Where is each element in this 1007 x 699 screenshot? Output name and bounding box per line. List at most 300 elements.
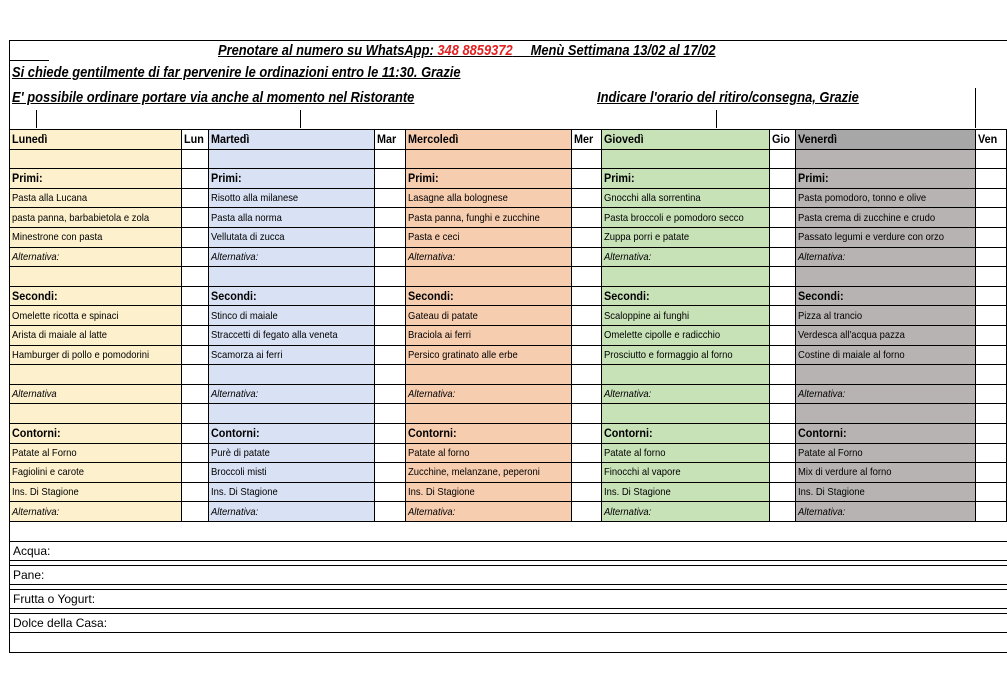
order-quantity-cell[interactable]	[181, 443, 208, 463]
order-quantity-cell[interactable]	[976, 306, 1007, 326]
order-quantity-cell	[770, 286, 796, 306]
course-heading	[796, 169, 976, 189]
order-quantity-cell[interactable]	[374, 208, 406, 228]
order-quantity-cell[interactable]	[572, 502, 602, 522]
dish-label: Secondi:	[12, 289, 58, 304]
blank-cell	[208, 365, 374, 385]
dish-cell	[796, 345, 976, 365]
order-quantity-cell[interactable]	[181, 227, 208, 247]
order-quantity-cell[interactable]	[976, 188, 1007, 208]
course-heading	[208, 169, 374, 189]
whatsapp-prompt: Prenotare al numero su WhatsApp:	[218, 42, 438, 59]
dish-cell	[10, 345, 182, 365]
order-quantity-cell[interactable]	[572, 208, 602, 228]
blank-cell	[796, 365, 976, 385]
dish-cell	[602, 188, 770, 208]
dish-cell	[406, 188, 572, 208]
dish-cell	[406, 306, 572, 326]
menu-row-item	[10, 463, 1007, 483]
menu-week-title: Menù Settimana 13/02 al 17/02	[530, 42, 716, 59]
dish-label: Alternativa:	[408, 505, 456, 518]
grid-tick	[716, 110, 717, 128]
order-quantity-cell	[572, 423, 602, 443]
order-quantity-cell[interactable]	[572, 482, 602, 502]
day-abbr-mer	[572, 130, 602, 150]
dish-label: Pasta e ceci	[408, 231, 460, 244]
dish-cell	[796, 227, 976, 247]
order-quantity-cell[interactable]	[374, 482, 406, 502]
order-quantity-cell[interactable]	[572, 247, 602, 267]
dish-cell	[208, 227, 374, 247]
day-abbr-label: Mer	[574, 132, 594, 147]
order-quantity-cell	[770, 149, 796, 169]
order-quantity-cell	[374, 404, 406, 424]
dish-label: Arista di maiale al latte	[12, 329, 108, 342]
order-quantity-cell[interactable]	[181, 247, 208, 267]
course-heading	[406, 286, 572, 306]
dish-label: Fagiolini e carote	[12, 466, 84, 479]
order-quantity-cell	[572, 286, 602, 306]
dish-label: Pasta alla norma	[210, 211, 282, 224]
dish-cell	[208, 188, 374, 208]
alternative-cell	[406, 384, 572, 404]
dish-label: Primi:	[12, 171, 43, 186]
dish-cell	[208, 208, 374, 228]
grid-tick	[36, 110, 37, 128]
order-quantity-cell	[181, 267, 208, 287]
alternative-cell	[796, 502, 976, 522]
course-heading	[10, 286, 182, 306]
dish-label: Patate al Forno	[12, 446, 77, 459]
extra-item-cell[interactable]	[10, 566, 1007, 585]
order-quantity-cell[interactable]	[572, 325, 602, 345]
dish-cell	[406, 443, 572, 463]
weekly-menu-table	[9, 129, 1007, 522]
dish-cell	[208, 463, 374, 483]
dish-label: Primi:	[798, 171, 829, 186]
alternative-cell	[208, 247, 374, 267]
dish-label: Secondi:	[408, 289, 455, 304]
order-quantity-cell[interactable]	[181, 306, 208, 326]
order-quantity-cell[interactable]	[374, 188, 406, 208]
dish-label: Pizza al trancio	[798, 309, 863, 322]
dish-cell	[10, 188, 182, 208]
order-quantity-cell	[770, 365, 796, 385]
menu-row-item	[10, 482, 1007, 502]
dish-label: Primi:	[604, 171, 635, 186]
blank-cell	[796, 149, 976, 169]
order-quantity-cell[interactable]	[374, 384, 406, 404]
order-quantity-cell	[181, 404, 208, 424]
order-quantity-cell[interactable]	[976, 208, 1007, 228]
order-quantity-cell	[572, 149, 602, 169]
blank-cell	[602, 404, 770, 424]
dish-label: Patate al forno	[604, 446, 666, 459]
menu-row-blank	[10, 404, 1007, 424]
dish-cell	[602, 463, 770, 483]
dish-cell	[406, 345, 572, 365]
blank-cell	[406, 404, 572, 424]
day-name-mer	[406, 130, 572, 150]
dish-cell	[796, 306, 976, 326]
course-heading	[796, 286, 976, 306]
blank-cell	[796, 404, 976, 424]
order-quantity-cell	[572, 365, 602, 385]
blank-cell	[208, 149, 374, 169]
day-abbr-lun	[181, 130, 208, 150]
extra-item-cell[interactable]	[10, 590, 1007, 609]
dish-label: Alternativa	[12, 388, 57, 401]
extra-item-cell[interactable]	[10, 542, 1007, 561]
dish-label: Ins. Di Stagione	[12, 485, 79, 498]
day-name-mar	[208, 130, 374, 150]
order-quantity-cell[interactable]	[976, 482, 1007, 502]
grid-tick	[300, 110, 301, 128]
order-quantity-cell[interactable]	[572, 227, 602, 247]
dish-label: Alternativa:	[798, 388, 846, 401]
extra-item-cell[interactable]	[10, 614, 1007, 633]
dish-label: Primi:	[408, 171, 440, 186]
extra-item-label: Frutta o Yogurt:	[13, 592, 96, 606]
order-quantity-cell[interactable]	[374, 502, 406, 522]
course-heading	[208, 286, 374, 306]
dish-cell	[10, 443, 182, 463]
dish-label: pasta panna, barbabietola e zola	[12, 211, 150, 224]
order-quantity-cell[interactable]	[976, 384, 1007, 404]
pickup-time-note: Indicare l'orario del ritiro/consegna, Grazie	[597, 89, 859, 106]
menu-row-item	[10, 188, 1007, 208]
order-quantity-cell	[374, 423, 406, 443]
order-quantity-cell[interactable]	[770, 188, 796, 208]
course-heading	[208, 423, 374, 443]
order-quantity-cell[interactable]	[976, 227, 1007, 247]
order-quantity-cell	[374, 149, 406, 169]
order-quantity-cell[interactable]	[770, 306, 796, 326]
dish-label: Gnocchi alla sorrentina	[604, 192, 701, 205]
extras-row	[10, 566, 1007, 585]
order-quantity-cell[interactable]	[770, 325, 796, 345]
course-heading	[10, 169, 182, 189]
dish-label: Gateau di patate	[408, 309, 479, 322]
dish-cell	[602, 208, 770, 228]
order-quantity-cell[interactable]	[976, 325, 1007, 345]
dish-cell	[796, 208, 976, 228]
dish-label: Contorni:	[408, 426, 458, 441]
blank-cell	[796, 267, 976, 287]
dish-label: Braciola ai ferri	[408, 329, 472, 342]
order-quantity-cell[interactable]	[572, 463, 602, 483]
dish-label: Scaloppine ai funghi	[604, 309, 690, 322]
order-quantity-cell	[181, 286, 208, 306]
dish-label: Contorni:	[12, 426, 61, 441]
order-quantity-cell[interactable]	[374, 443, 406, 463]
day-abbr-label: Mar	[376, 132, 396, 147]
menu-row-item	[10, 227, 1007, 247]
dish-label: Passato legumi e verdure con orzo	[798, 231, 945, 244]
dish-label: Contorni:	[210, 426, 260, 441]
order-quantity-cell[interactable]	[770, 384, 796, 404]
menu-row-item	[10, 345, 1007, 365]
dish-label: Ins. Di Stagione	[210, 485, 278, 498]
order-quantity-cell	[976, 404, 1007, 424]
blank-cell	[10, 404, 182, 424]
menu-row-blank	[10, 149, 1007, 169]
alternative-cell	[406, 502, 572, 522]
dish-label: Primi:	[210, 171, 242, 186]
dish-label: Alternativa:	[12, 505, 60, 518]
dish-cell	[602, 325, 770, 345]
extra-item-label: Acqua:	[13, 544, 51, 558]
day-abbr-mar	[374, 130, 406, 150]
day-name-gio	[602, 130, 770, 150]
menu-row-alt	[10, 247, 1007, 267]
alternative-cell	[796, 247, 976, 267]
dish-label: Finocchi al vapore	[604, 466, 681, 479]
dish-label: Verdesca all'acqua pazza	[798, 329, 906, 342]
dish-label: Pasta panna, funghi e zucchine	[408, 211, 541, 224]
order-quantity-cell[interactable]	[770, 227, 796, 247]
alternative-cell	[10, 247, 182, 267]
extras-row	[10, 590, 1007, 609]
order-quantity-cell	[181, 169, 208, 189]
course-heading	[10, 423, 182, 443]
dish-cell	[602, 482, 770, 502]
order-quantity-cell[interactable]	[770, 443, 796, 463]
dish-label: Secondi:	[210, 289, 257, 304]
dish-cell	[602, 227, 770, 247]
day-name-label: Mercoledì	[408, 132, 459, 147]
extra-item-label: Pane:	[13, 568, 45, 582]
dish-cell	[796, 463, 976, 483]
order-quantity-cell[interactable]	[181, 325, 208, 345]
menu-row-alt	[10, 502, 1007, 522]
order-quantity-cell[interactable]	[374, 463, 406, 483]
order-quantity-cell	[770, 267, 796, 287]
alternative-cell	[406, 247, 572, 267]
dish-label: Broccoli misti	[210, 466, 267, 479]
order-quantity-cell[interactable]	[374, 306, 406, 326]
dish-label: Lasagne alla bolognese	[408, 192, 509, 205]
alternative-cell	[208, 384, 374, 404]
dish-label: Secondi:	[798, 289, 844, 304]
order-quantity-cell[interactable]	[976, 247, 1007, 267]
blank-cell	[602, 267, 770, 287]
order-quantity-cell[interactable]	[770, 208, 796, 228]
dish-label: Hamburger di pollo e pomodorini	[12, 348, 150, 361]
order-quantity-cell[interactable]	[181, 463, 208, 483]
menu-row-blank	[10, 365, 1007, 385]
blank-cell	[10, 149, 182, 169]
blank-cell	[602, 365, 770, 385]
menu-row-alt	[10, 384, 1007, 404]
order-deadline-note: Si chiede gentilmente di far pervenire le ordinazioni entro le 11:30. Grazie	[12, 64, 461, 81]
alternative-cell	[10, 502, 182, 522]
menu-row-item	[10, 208, 1007, 228]
order-quantity-cell	[374, 365, 406, 385]
dish-label: Alternativa:	[604, 250, 652, 263]
course-heading	[406, 423, 572, 443]
extras-table	[9, 537, 1007, 633]
dish-label: Alternativa:	[408, 388, 456, 401]
order-quantity-cell[interactable]	[181, 188, 208, 208]
dish-cell	[10, 482, 182, 502]
course-heading	[602, 286, 770, 306]
menu-row-item	[10, 306, 1007, 326]
dish-label: Pasta crema di zucchine e crudo	[798, 211, 936, 224]
day-name-ven	[796, 130, 976, 150]
day-name-label: Venerdì	[798, 132, 838, 147]
order-quantity-cell[interactable]	[770, 345, 796, 365]
order-quantity-cell	[374, 169, 406, 189]
day-abbr-gio	[770, 130, 796, 150]
dish-label: Alternativa:	[210, 250, 259, 263]
dish-label: Contorni:	[604, 426, 653, 441]
menu-row-cat	[10, 286, 1007, 306]
dish-label: Stinco di maiale	[210, 309, 278, 322]
day-abbr-label: Lun	[183, 132, 204, 147]
dish-cell	[208, 345, 374, 365]
dish-label: Vellutata di zucca	[210, 231, 285, 244]
day-abbr-ven	[976, 130, 1007, 150]
day-name-label: Lunedì	[12, 132, 48, 147]
order-quantity-cell	[181, 365, 208, 385]
dish-label: Patate al forno	[408, 446, 470, 459]
order-quantity-cell	[572, 267, 602, 287]
order-quantity-cell[interactable]	[374, 227, 406, 247]
dish-label: Pasta alla Lucana	[12, 192, 88, 205]
blank-cell	[208, 404, 374, 424]
order-quantity-cell	[976, 286, 1007, 306]
blank-cell	[406, 267, 572, 287]
header-rule	[9, 60, 49, 61]
order-quantity-cell	[770, 404, 796, 424]
order-quantity-cell[interactable]	[770, 247, 796, 267]
order-quantity-cell[interactable]	[374, 247, 406, 267]
dish-label: Ins. Di Stagione	[798, 485, 865, 498]
dish-label: Secondi:	[604, 289, 650, 304]
dish-label: Costine di maiale al forno	[798, 348, 905, 361]
order-quantity-cell	[976, 267, 1007, 287]
order-quantity-cell[interactable]	[572, 345, 602, 365]
day-name-label: Martedì	[210, 132, 250, 147]
order-quantity-cell[interactable]	[181, 345, 208, 365]
extra-item-label: Dolce della Casa:	[13, 616, 108, 630]
order-quantity-cell	[572, 169, 602, 189]
dish-cell	[208, 443, 374, 463]
dish-label: Omelette ricotta e spinaci	[12, 309, 119, 322]
dish-label: Alternativa:	[604, 388, 652, 401]
order-quantity-cell	[976, 423, 1007, 443]
dish-label: Minestrone con pasta	[12, 231, 103, 244]
whatsapp-phone-number[interactable]: 348 8859372	[437, 42, 513, 59]
order-quantity-cell	[770, 169, 796, 189]
order-quantity-cell[interactable]	[572, 306, 602, 326]
blank-cell	[10, 365, 182, 385]
alternative-cell	[796, 384, 976, 404]
order-quantity-cell[interactable]	[976, 443, 1007, 463]
dish-cell	[602, 443, 770, 463]
dish-label: Mix di verdure al forno	[798, 466, 892, 479]
menu-row-item	[10, 443, 1007, 463]
dish-label: Alternativa:	[408, 250, 456, 263]
order-quantity-cell[interactable]	[976, 463, 1007, 483]
blank-cell	[208, 267, 374, 287]
blank-cell	[10, 267, 182, 287]
order-quantity-cell[interactable]	[770, 502, 796, 522]
dish-cell	[10, 463, 182, 483]
dish-label: Contorni:	[798, 426, 847, 441]
order-quantity-cell[interactable]	[572, 188, 602, 208]
header-line-1	[218, 41, 716, 61]
dish-cell	[602, 345, 770, 365]
day-abbr-label: Ven	[978, 132, 998, 147]
day-name-lun	[10, 130, 182, 150]
menu-row-item	[10, 325, 1007, 345]
order-quantity-cell	[770, 423, 796, 443]
dish-cell	[208, 482, 374, 502]
dish-label: Omelette cipolle e radicchio	[604, 329, 721, 342]
dish-label: Scamorza ai ferri	[210, 348, 283, 361]
dish-label: Zuppa porri e patate	[604, 231, 690, 244]
course-heading	[406, 169, 572, 189]
dish-label: Alternativa:	[210, 505, 259, 518]
dish-cell	[208, 306, 374, 326]
order-quantity-cell[interactable]	[374, 345, 406, 365]
alternative-cell	[602, 384, 770, 404]
alternative-cell	[10, 384, 182, 404]
order-quantity-cell	[572, 404, 602, 424]
order-quantity-cell[interactable]	[181, 502, 208, 522]
order-quantity-cell[interactable]	[181, 208, 208, 228]
order-quantity-cell[interactable]	[181, 384, 208, 404]
order-quantity-cell	[976, 365, 1007, 385]
dish-label: Prosciutto e formaggio al forno	[604, 348, 733, 361]
dish-label: Alternativa:	[604, 505, 652, 518]
dish-cell	[208, 325, 374, 345]
extras-row	[10, 542, 1007, 561]
dish-cell	[602, 306, 770, 326]
order-quantity-cell[interactable]	[976, 345, 1007, 365]
course-heading	[796, 423, 976, 443]
order-quantity-cell	[181, 423, 208, 443]
order-quantity-cell[interactable]	[572, 384, 602, 404]
blank-cell	[602, 149, 770, 169]
day-name-label: Giovedì	[604, 132, 644, 147]
dish-cell	[406, 482, 572, 502]
menu-row-cat	[10, 423, 1007, 443]
order-quantity-cell[interactable]	[572, 443, 602, 463]
order-quantity-cell[interactable]	[181, 482, 208, 502]
dish-label: Persico gratinato alle erbe	[408, 348, 519, 361]
course-heading	[602, 169, 770, 189]
order-quantity-cell[interactable]	[976, 502, 1007, 522]
dish-cell	[796, 188, 976, 208]
order-quantity-cell[interactable]	[770, 463, 796, 483]
dish-label: Risotto alla milanese	[210, 192, 299, 205]
dish-cell	[796, 482, 976, 502]
dish-cell	[796, 325, 976, 345]
dish-cell	[406, 325, 572, 345]
order-quantity-cell	[374, 286, 406, 306]
dish-cell	[796, 443, 976, 463]
order-quantity-cell[interactable]	[374, 325, 406, 345]
order-quantity-cell[interactable]	[770, 482, 796, 502]
dish-cell	[406, 208, 572, 228]
dish-cell	[10, 306, 182, 326]
menu-row-cat	[10, 169, 1007, 189]
dish-cell	[10, 325, 182, 345]
order-quantity-cell	[181, 149, 208, 169]
